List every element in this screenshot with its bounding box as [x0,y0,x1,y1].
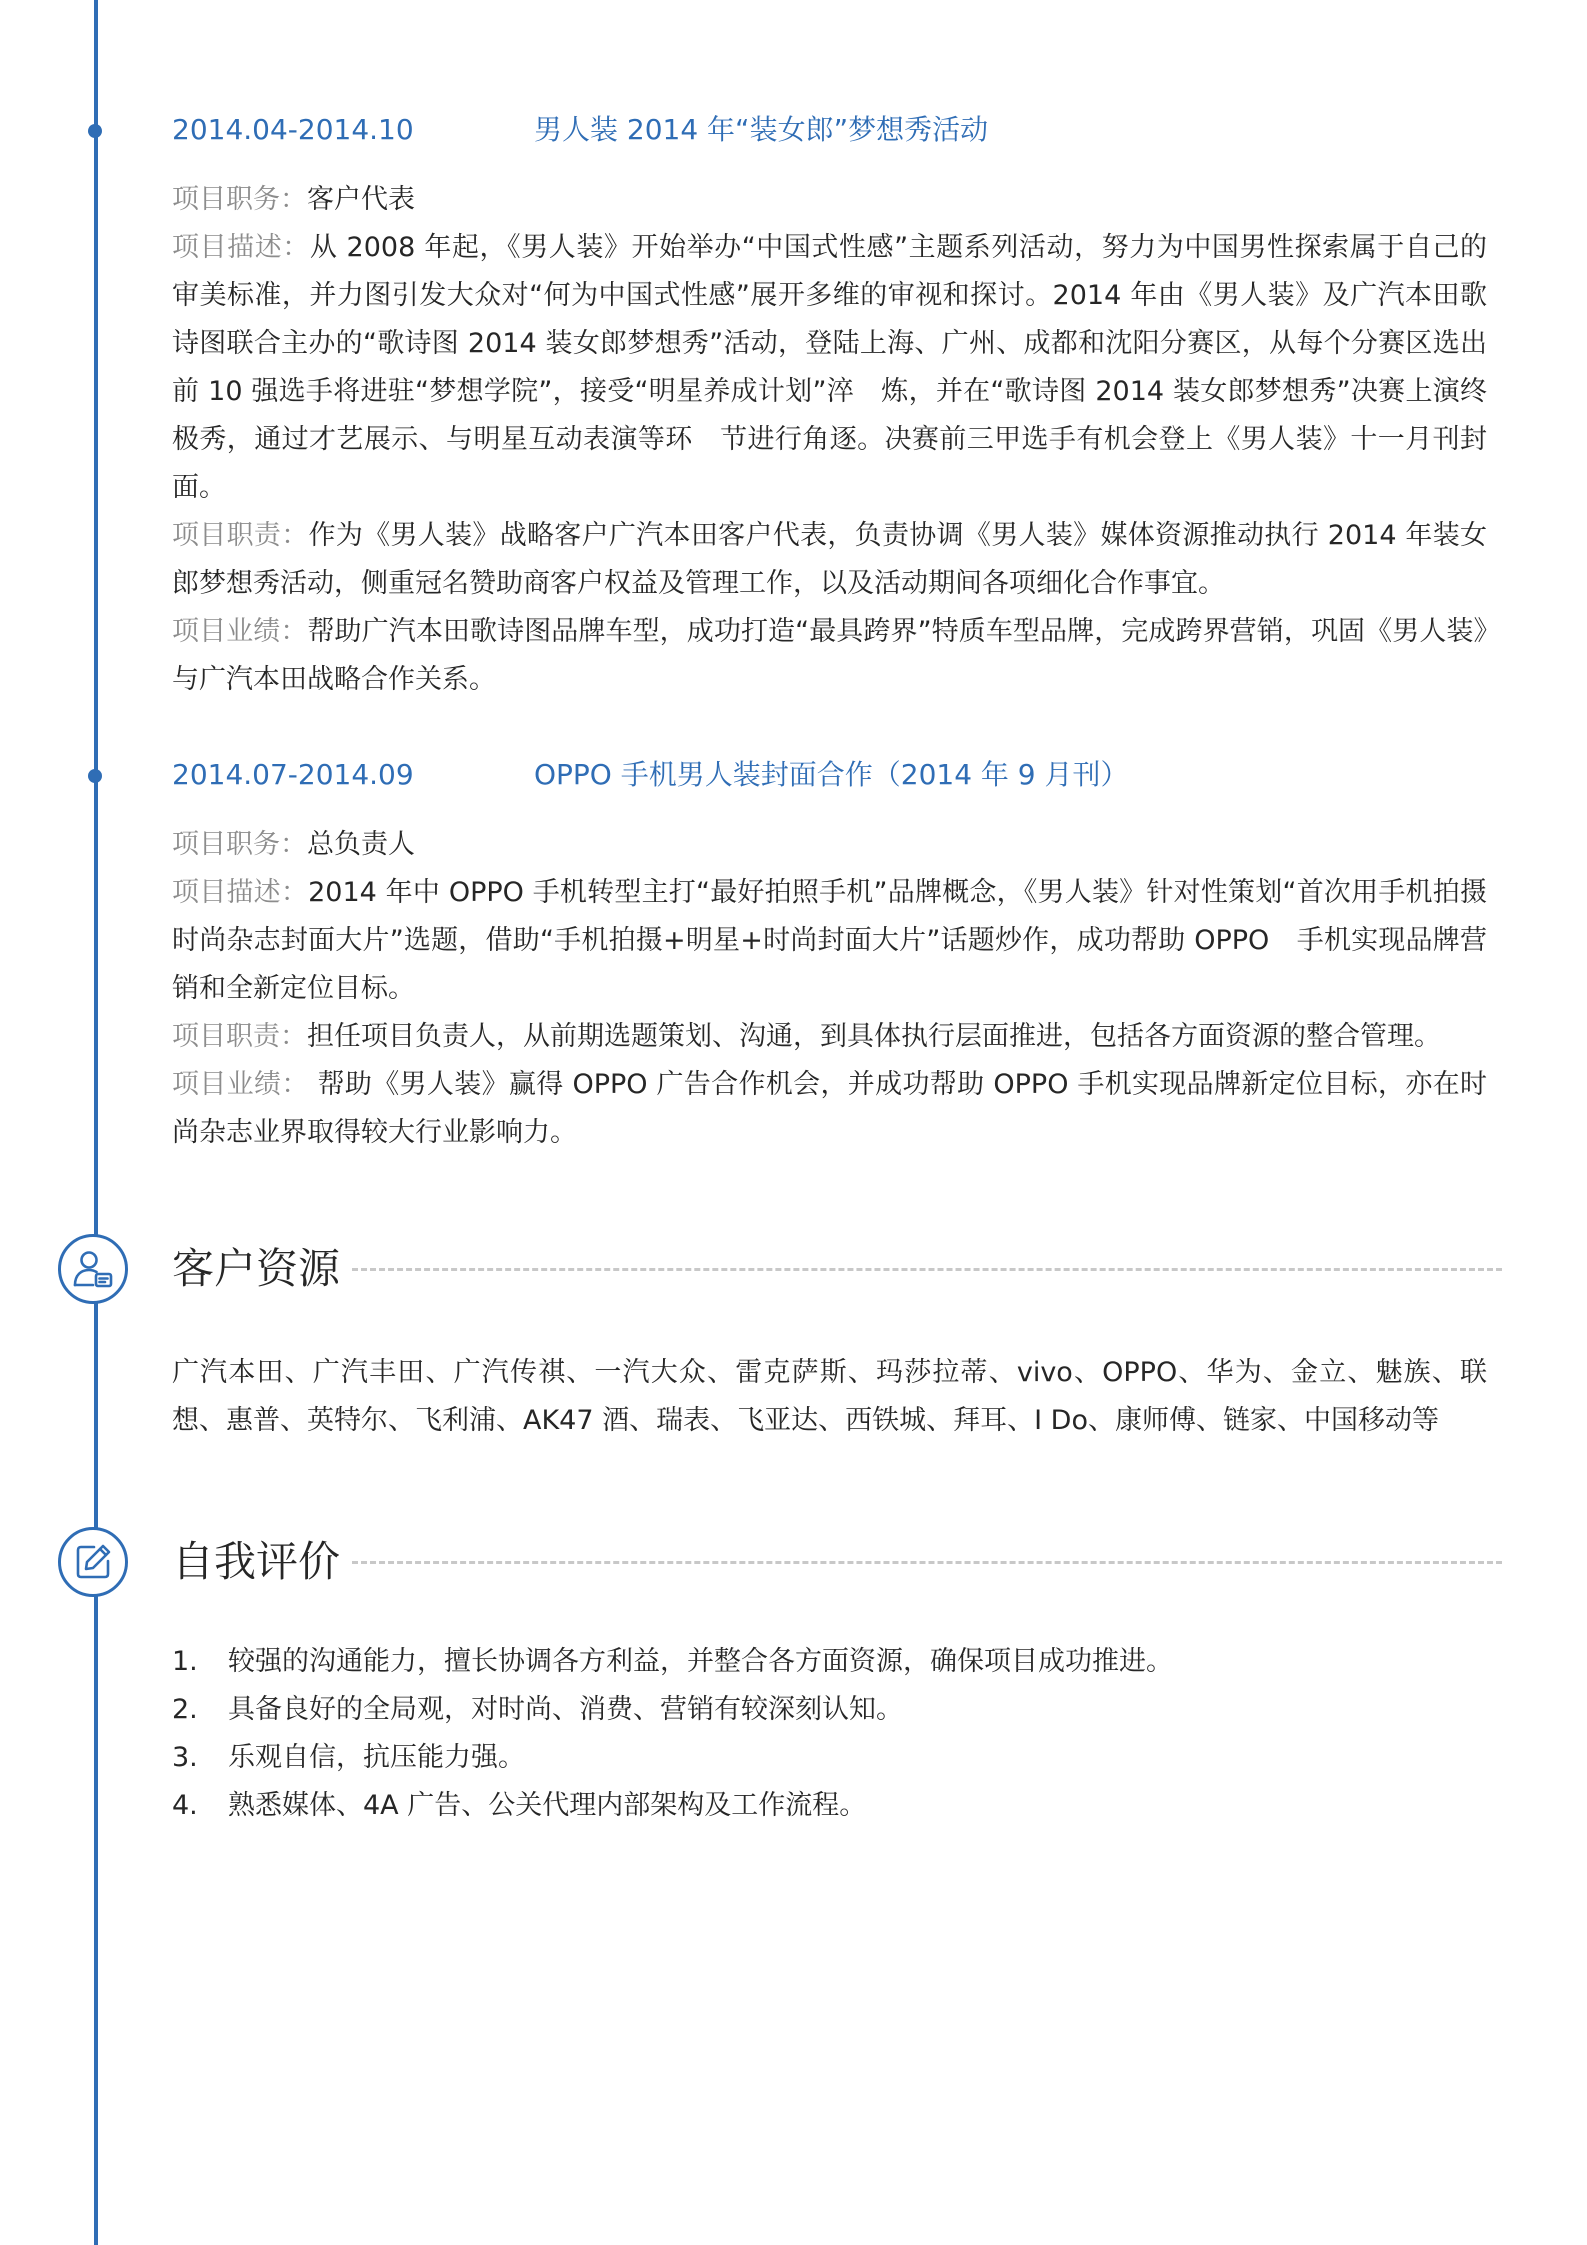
project-header [172,110,989,150]
list-number: 2. [172,1694,198,1725]
field-value: 客户代表 [307,184,415,215]
section-divider [352,1268,1502,1271]
self-eval-section-icon-circle [58,1527,128,1597]
field-label: 项目职务： [172,184,307,215]
timeline-dot [88,769,102,783]
list-number: 3. [172,1742,198,1773]
list-text: 具备良好的全局观，对时尚、消费、营销有较深刻认知。 [228,1694,903,1725]
field-label: 项目职责： [172,520,309,551]
project-results [172,1061,1487,1157]
project-role [172,821,1487,869]
client-section-icon-circle [58,1234,128,1304]
timeline-line [94,0,98,2245]
project-title: OPPO 手机男人装封面合作（2014 年 9 月刊） [534,758,1129,791]
project-date: 2014.07-2014.09 [172,758,414,791]
client-list [172,1349,1487,1445]
edit-pen-icon [72,1541,114,1583]
field-value: 担任项目负责人，从前期选题策划、沟通，到具体执行层面推进，包括各方面资源的整合管理。 [307,1021,1441,1052]
field-label: 项目描述： [172,232,310,263]
list-item [172,1638,1487,1686]
project-date: 2014.04-2014.10 [172,113,414,146]
project-title: 男人装 2014 年“装女郎”梦想秀活动 [534,113,989,146]
list-item [172,1686,1487,1734]
project-duties [172,1013,1487,1061]
field-label: 项目业绩： [172,616,308,647]
project-role [172,176,1487,224]
field-label: 项目职务： [172,829,307,860]
list-item [172,1782,1487,1830]
field-value: 总负责人 [307,829,415,860]
field-value: 2014 年中 OPPO 手机转型主打“最好拍照手机”品牌概念，《男人装》针对性策划“首次用手机拍摄时尚杂志封面大片”选题，借助“手机拍摄+明星+时尚封面大片”话题炒作，成功帮助 OPPO 手机实现品牌营销和全新定位目标。 [172,877,1487,1004]
timeline-dot [88,124,102,138]
field-value: 帮助广汽本田歌诗图品牌车型，成功打造“最具跨界”特质车型品牌，完成跨界营销，巩固《男人装》与广汽本田战略合作关系。 [172,616,1487,695]
project-details [172,821,1487,1157]
project-description [172,869,1487,1013]
self-eval-list [172,1638,1487,1830]
field-value: 作为《男人装》战略客户广汽本田客户代表，负责协调《男人装》媒体资源推动执行 2014 年装女郎梦想秀活动，侧重冠名赞助商客户权益及管理工作，以及活动期间各项细化合作事宜。 [172,520,1487,599]
field-value: 从 2008 年起，《男人装》开始举办“中国式性感”主题系列活动，努力为中国男性探索属于自己的审美标准，并力图引发大众对“何为中国式性感”展开多维的审视和探讨。2014 年由《男人装》及广汽本田歌诗图联合主办的“歌诗图 2014 装女郎梦想秀”活动，登陆上海、广州、成都和沈阳分赛区，从每个分赛区选出前 10 强选手将进驻“梦想学院”，接受“明星养成计划”淬 炼，并在“歌诗图 2014 装女郎梦想秀”决赛上演终极秀，通过才艺展示、与明星互动表演等环 节进行角逐。决赛前三甲选手有机会登上《男人装》十一月刊封面。 [172,232,1488,503]
field-value: 帮助《男人装》赢得 OPPO 广告合作机会，并成功帮助 OPPO 手机实现品牌新定位目标，亦在时尚杂志业界取得较大行业影响力。 [172,1069,1488,1148]
field-label: 项目描述： [172,877,309,908]
field-label: 项目职责： [172,1021,307,1052]
client-list-text: 广汽本田、广汽丰田、广汽传祺、一汽大众、雷克萨斯、玛莎拉蒂、vivo、OPPO、华为、金立、魅族、联想、惠普、英特尔、飞利浦、AK47 酒、瑞表、飞亚达、西铁城、拜耳、I Do、康师傅、链家、中国移动等 [172,1357,1487,1436]
project-results [172,608,1487,704]
field-label: 项目业绩： [172,1069,309,1100]
project-description [172,224,1487,512]
project-header [172,755,1129,795]
list-number: 4. [172,1790,198,1821]
project-details [172,176,1487,704]
project-duties [172,512,1487,608]
list-text: 较强的沟通能力，擅长协调各方利益，并整合各方面资源，确保项目成功推进。 [228,1646,1173,1677]
section-title-clients: 客户资源 [172,1244,341,1293]
list-text: 熟悉媒体、4A 广告、公关代理内部架构及工作流程。 [228,1790,867,1821]
list-number: 1. [172,1646,198,1677]
list-item [172,1734,1487,1782]
section-title-self-eval: 自我评价 [172,1537,341,1586]
list-text: 乐观自信，抗压能力强。 [228,1742,525,1773]
section-divider [352,1561,1502,1564]
client-user-icon [70,1246,116,1292]
